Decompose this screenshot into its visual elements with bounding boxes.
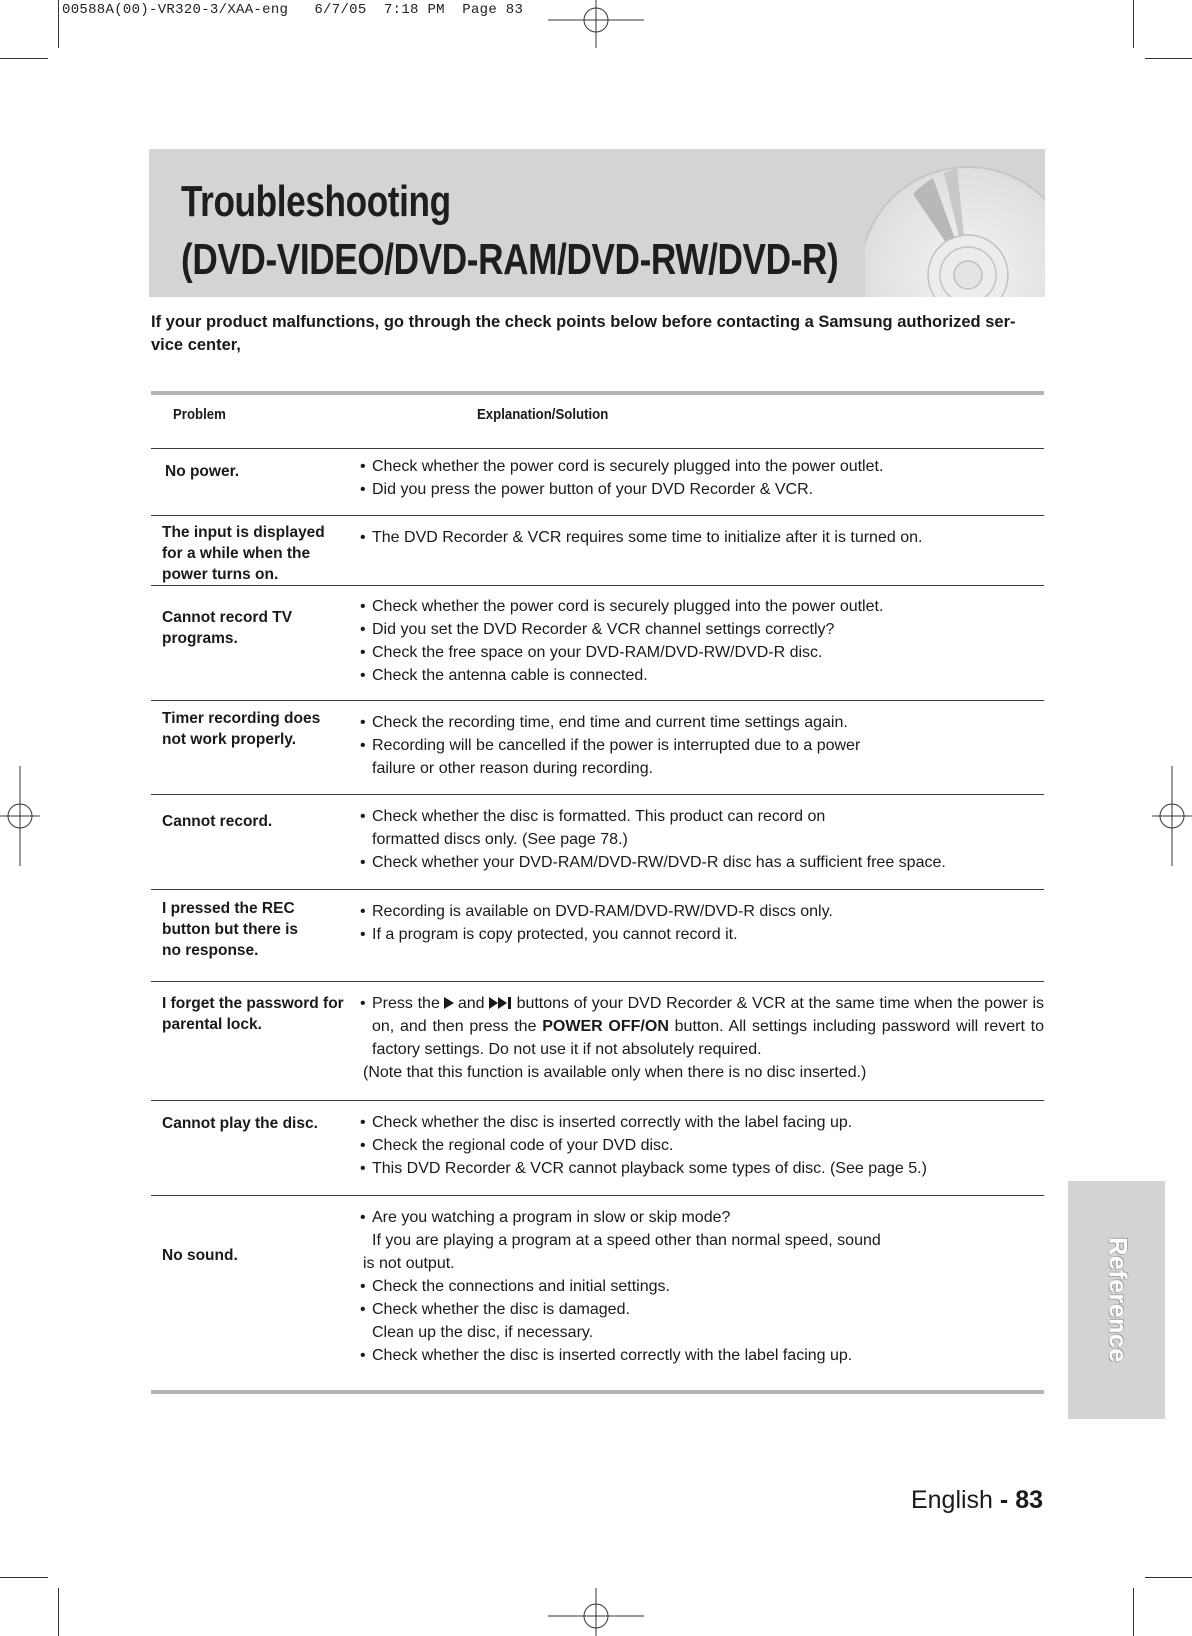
problem-cell: Cannot record. bbox=[162, 813, 273, 830]
list-item: • Check the recording time, end time and current time settings again. bbox=[360, 714, 848, 731]
row-divider bbox=[151, 1195, 1044, 1196]
list-item: (Note that this function is available only when there is no disc inserted.) bbox=[363, 1064, 867, 1081]
list-item: is not output. bbox=[363, 1255, 455, 1272]
list-item: • Check whether the disc is inserted correctly with the label facing up. bbox=[360, 1347, 853, 1364]
list-item: • Recording will be cancelled if the power is interrupted due to a power bbox=[360, 737, 861, 754]
list-item: • This DVD Recorder & VCR cannot playback some types of disc. (See page 5.) bbox=[360, 1160, 927, 1177]
crop-mark bbox=[58, 0, 59, 48]
problem-cell: I pressed the REC button but there is no response. bbox=[162, 900, 299, 959]
header-solution: Explanation/Solution bbox=[477, 406, 609, 423]
row-divider bbox=[151, 585, 1044, 586]
list-item: • If a program is copy protected, you cannot record it. bbox=[360, 926, 738, 943]
page-subtitle: (DVD-VIDEO/DVD-RAM/DVD-RW/DVD-R) bbox=[181, 235, 839, 284]
row-divider bbox=[151, 515, 1044, 516]
list-item: • Check whether the disc is damaged. bbox=[360, 1301, 630, 1318]
list-item: • The DVD Recorder & VCR requires some time to initialize after it is turned on. bbox=[360, 529, 923, 546]
solution-cell bbox=[360, 595, 1044, 687]
crop-mark bbox=[0, 1577, 48, 1578]
list-item: • Check the antenna cable is connected. bbox=[360, 667, 648, 684]
table-top-rule bbox=[151, 391, 1044, 395]
list-item: • Press the and buttons of your DVD Recorder & VCR at the same time when the power is on, and then press the POWER OFF/ON button. All settings including password will revert to factory settings. Do not use it if not absolutely required. bbox=[360, 995, 1044, 1058]
row-divider bbox=[151, 1100, 1044, 1101]
list-item: formatted discs only. (See page 78.) bbox=[372, 831, 628, 848]
problem-cell: No sound. bbox=[162, 1247, 238, 1264]
page-number: English - 83 bbox=[910, 1486, 1043, 1514]
crop-mark bbox=[1133, 1588, 1134, 1636]
solution-cell bbox=[360, 1206, 1044, 1367]
list-item: • Check the regional code of your DVD disc. bbox=[360, 1137, 674, 1154]
row-divider bbox=[151, 700, 1044, 701]
crop-mark bbox=[1145, 58, 1192, 59]
crop-mark bbox=[1145, 1577, 1192, 1578]
header-problem: Problem bbox=[173, 406, 226, 423]
solution-cell bbox=[360, 992, 1044, 1084]
problem-cell: The input is displayed for a while when the power turns on. bbox=[162, 524, 325, 583]
list-item: If you are playing a program at a speed other than normal speed, sound bbox=[372, 1232, 881, 1249]
list-item: • Check whether the disc is formatted. This product can record on bbox=[360, 808, 826, 825]
print-header: 00588A(00)-VR320-3/XAA-eng 6/7/05 7:18 PM Page 83 bbox=[62, 2, 524, 18]
registration-mark-bottom bbox=[546, 1588, 646, 1636]
page-title: Troubleshooting bbox=[181, 177, 451, 226]
list-item: • Check whether your DVD-RAM/DVD-RW/DVD-R disc has a sufficient free space. bbox=[360, 854, 946, 871]
problem-cell: No power. bbox=[165, 463, 240, 480]
list-item: • Check whether the power cord is securely plugged into the power outlet. bbox=[360, 598, 884, 615]
problem-cell: Cannot play the disc. bbox=[162, 1115, 318, 1132]
title-banner bbox=[149, 149, 1045, 297]
list-item: failure or other reason during recording. bbox=[372, 760, 654, 777]
solution-cell bbox=[360, 526, 1044, 549]
list-item: • Check the connections and initial settings. bbox=[360, 1278, 670, 1295]
crop-mark bbox=[58, 1588, 59, 1636]
registration-mark-left bbox=[0, 766, 40, 866]
solution-cell bbox=[360, 805, 1044, 874]
disc-icon bbox=[865, 149, 1045, 297]
solution-cell bbox=[360, 1111, 1044, 1180]
crop-mark bbox=[1133, 0, 1134, 48]
play-icon bbox=[443, 996, 455, 1010]
section-tab-label: Reference bbox=[1103, 1237, 1131, 1363]
problem-cell: Cannot record TV programs. bbox=[162, 609, 293, 647]
skip-forward-icon bbox=[488, 996, 514, 1010]
solution-cell bbox=[360, 900, 1044, 946]
row-divider bbox=[151, 794, 1044, 795]
list-item: • Did you set the DVD Recorder & VCR channel settings correctly? bbox=[360, 621, 835, 638]
list-item: • Check whether the disc is inserted correctly with the label facing up. bbox=[360, 1114, 853, 1131]
solution-cell bbox=[360, 711, 1044, 780]
intro-text: If your product malfunctions, go through the check points below before contacting a Samsung authorized ser-vice center, bbox=[151, 313, 1016, 354]
problem-cell: Timer recording does not work properly. bbox=[162, 710, 321, 748]
list-item: • Are you watching a program in slow or skip mode? bbox=[360, 1209, 731, 1226]
table-bottom-rule bbox=[151, 1390, 1044, 1394]
problem-cell: I forget the password for parental lock. bbox=[162, 995, 344, 1033]
list-item: • Did you press the power button of your DVD Recorder & VCR. bbox=[360, 481, 814, 498]
list-item: Clean up the disc, if necessary. bbox=[372, 1324, 594, 1341]
crop-mark bbox=[0, 58, 48, 59]
registration-mark-right bbox=[1152, 766, 1192, 866]
solution-cell bbox=[360, 455, 1044, 501]
list-item: • Check the free space on your DVD-RAM/DVD-RW/DVD-R disc. bbox=[360, 644, 823, 661]
list-item: • Recording is available on DVD-RAM/DVD-RW/DVD-R discs only. bbox=[360, 903, 833, 920]
row-divider bbox=[151, 981, 1044, 982]
list-item: • Check whether the power cord is securely plugged into the power outlet. bbox=[360, 458, 884, 475]
power-key-label: POWER OFF/ON bbox=[542, 1018, 669, 1035]
row-divider bbox=[151, 448, 1044, 449]
section-tab bbox=[1068, 1181, 1165, 1419]
row-divider bbox=[151, 889, 1044, 890]
registration-mark-top bbox=[546, 0, 646, 48]
